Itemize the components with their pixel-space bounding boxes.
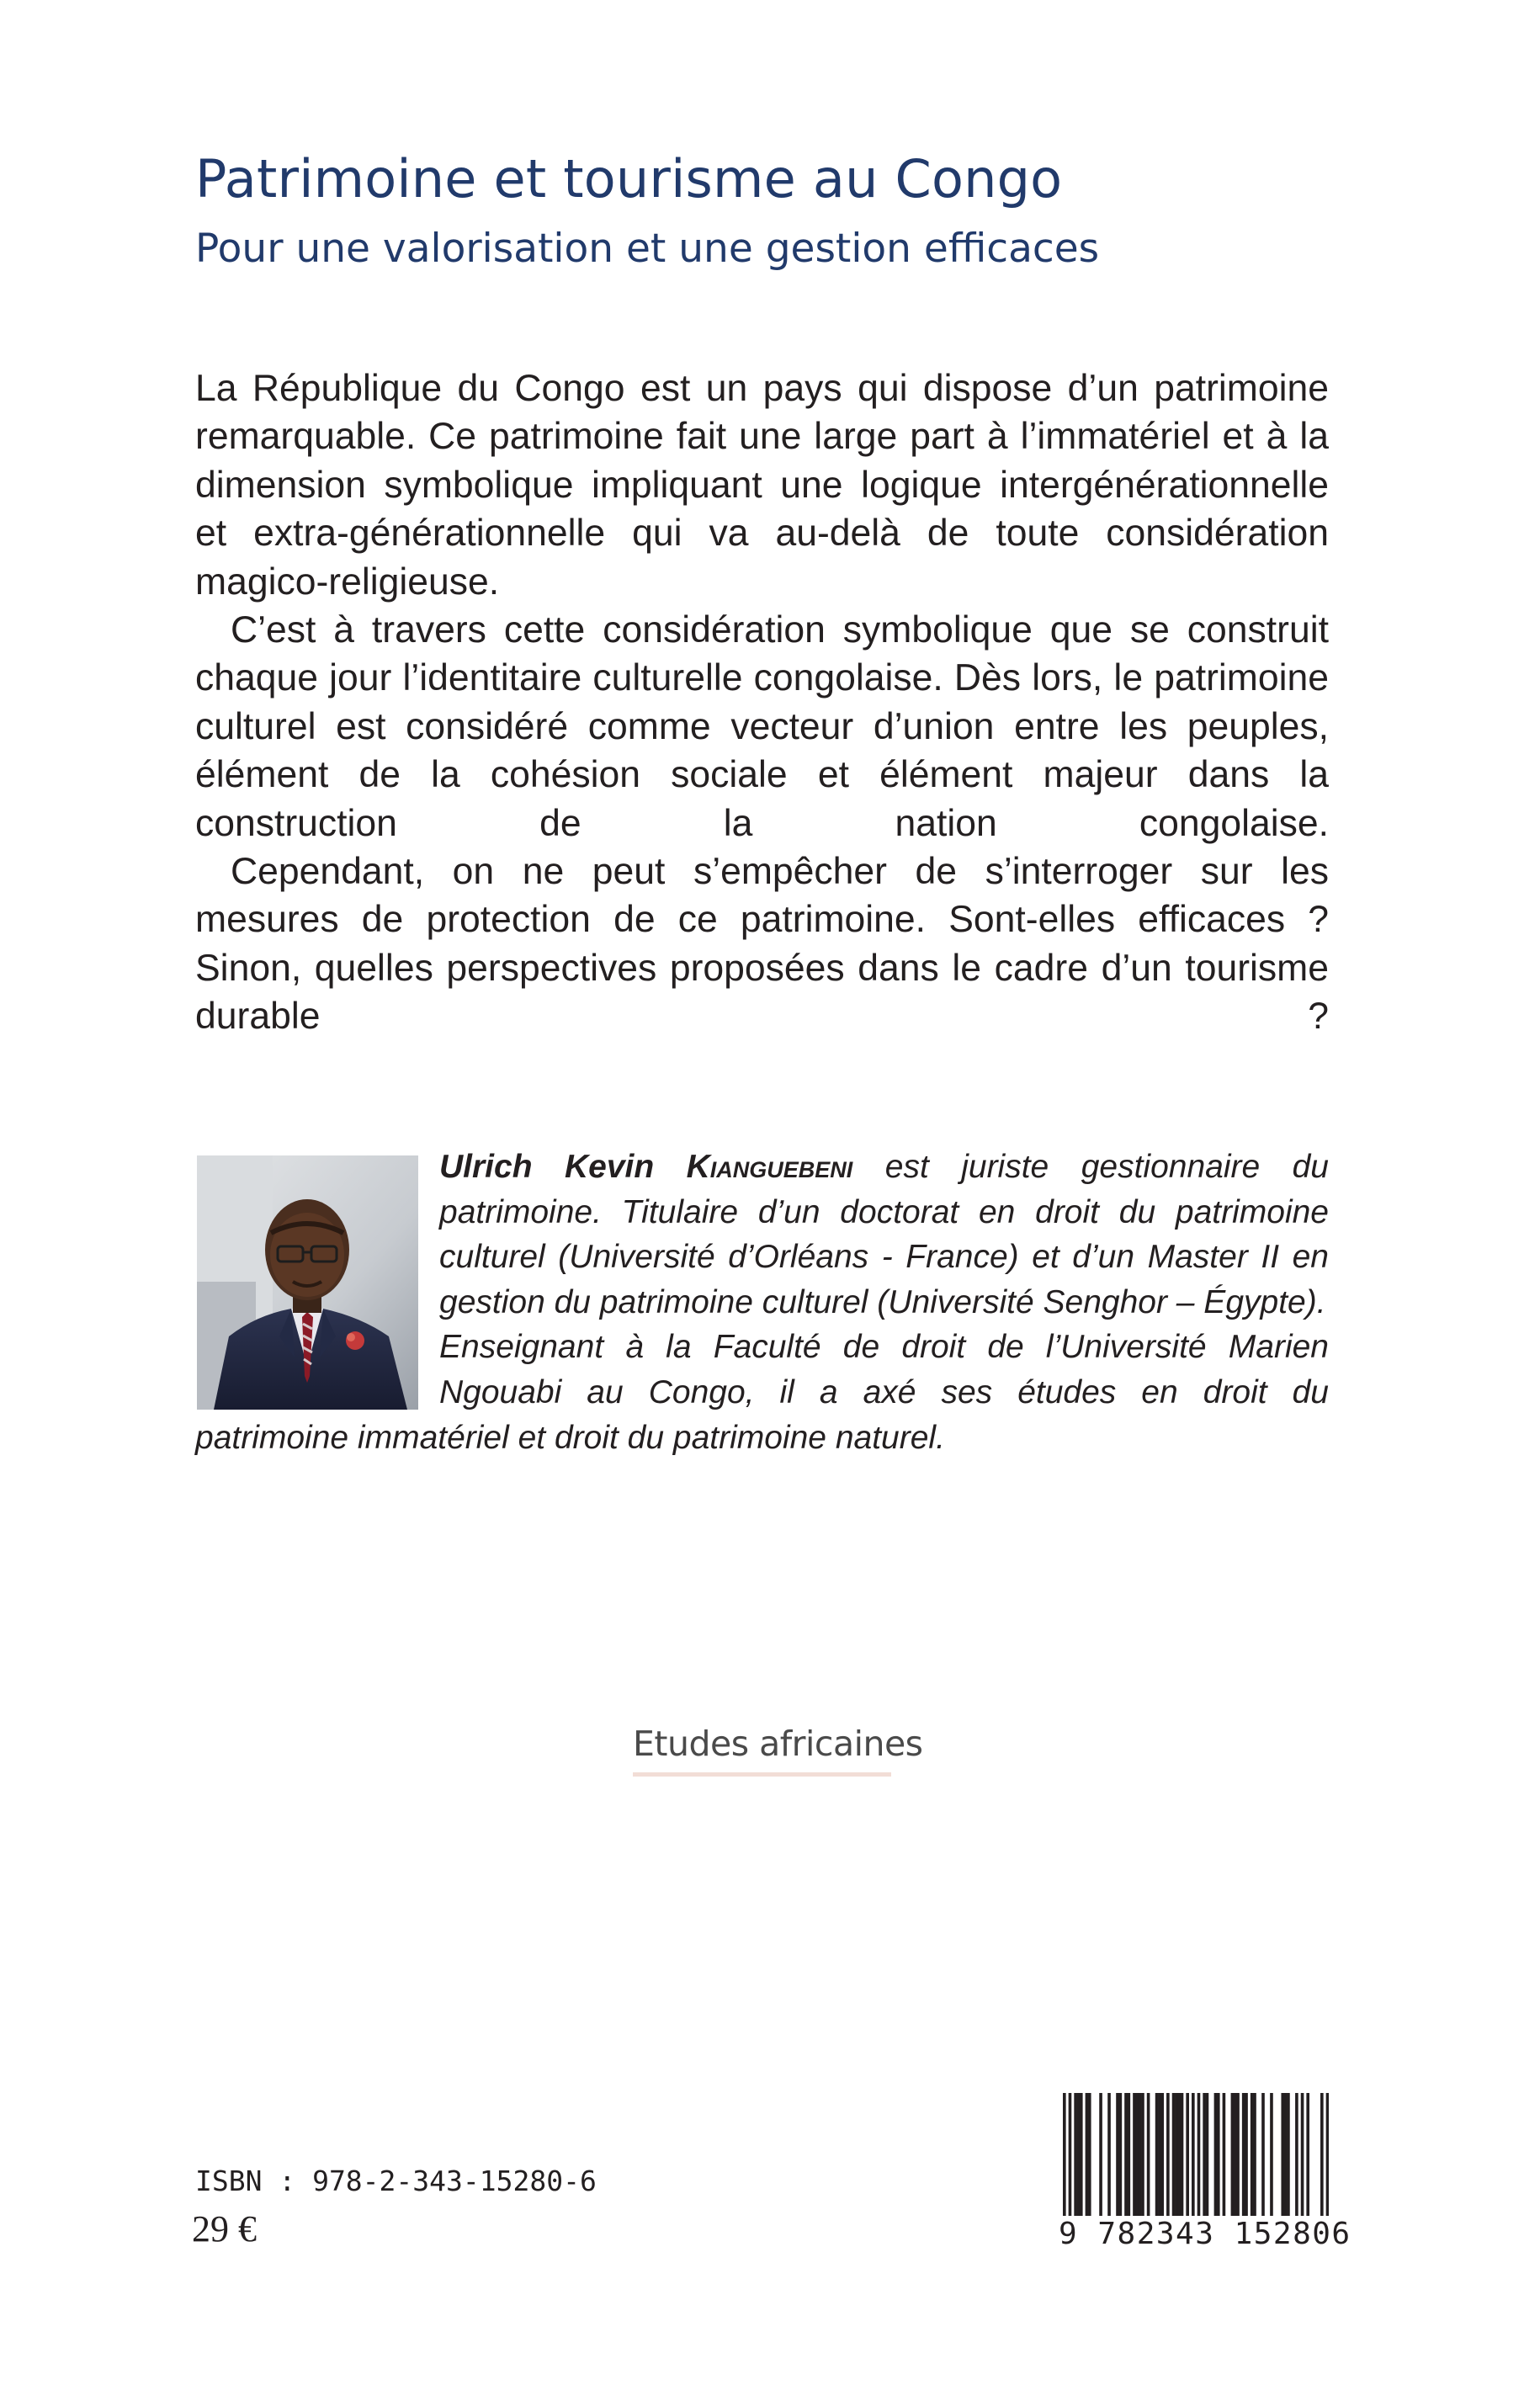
barcode-bar	[1242, 2093, 1245, 2216]
price: 29 €	[192, 2208, 257, 2250]
barcode-bar	[1223, 2093, 1226, 2216]
barcode-bar	[1284, 2093, 1288, 2216]
barcode-bar	[1077, 2093, 1081, 2216]
barcode-bar	[1158, 2093, 1161, 2216]
barcode-bar	[1107, 2093, 1111, 2216]
barcode-bar	[1119, 2093, 1123, 2216]
barcode-bar	[1261, 2093, 1265, 2216]
barcode-bar	[1141, 2093, 1144, 2216]
author-first-names: Ulrich Kevin	[439, 1149, 655, 1185]
isbn: ISBN : 978-2-343-15280-6	[195, 2165, 597, 2197]
barcode-bar	[1217, 2093, 1220, 2216]
barcode-bar	[1124, 2093, 1128, 2216]
barcode-bar	[1306, 2093, 1309, 2216]
barcode-bar	[1203, 2093, 1206, 2216]
barcode-bar	[1281, 2093, 1284, 2216]
barcode-bar	[1214, 2093, 1218, 2216]
barcode-bar	[1295, 2093, 1298, 2216]
barcode-bar	[1116, 2093, 1119, 2216]
barcode-bar	[1175, 2093, 1178, 2216]
barcode-digits: 9 782343 152806	[1059, 2217, 1351, 2251]
blurb-paragraph-3: Cependant, on ne peut s’empêcher de s’interroger sur les mesures de protection de ce patrimoine. Sont-elles efficaces ? Sinon, quelles perspectives proposées dans le cadre d’un tourisme durable ?	[195, 851, 1329, 1038]
barcode-bar	[1177, 2093, 1181, 2216]
bio-text-1: est juriste gestionnaire du patrimoine. Titulaire d’un doctorat en droit du patrimoine culturel (Université d’Orléans - France) et d’un Master II en gestion du patrimoine culturel (Université Senghor – Égypte).	[439, 1149, 1329, 1320]
barcode-bar	[1287, 2093, 1290, 2216]
barcode-bar	[1181, 2093, 1184, 2216]
series-underline	[633, 1772, 891, 1777]
barcode-bar	[1128, 2093, 1131, 2216]
blurb-paragraph-1: La République du Congo est un pays qui dispose d’un patrimoine remarquable. Ce patrimoine fait une large part à l’immatériel et à la dimension symbolique impliquant une logique intergénérationnelle et extra-générationnelle qui va au-delà de toute considération magico-religieuse.	[195, 368, 1329, 603]
barcode-bar	[1172, 2093, 1176, 2216]
barcode-bar	[1086, 2093, 1089, 2216]
series-name: Etudes africaines	[633, 1724, 923, 1764]
barcode-bar	[1231, 2093, 1235, 2216]
barcode-bar	[1135, 2093, 1139, 2216]
barcode-bar	[1245, 2093, 1248, 2216]
barcode-bar	[1236, 2093, 1240, 2216]
barcode-bar	[1186, 2093, 1189, 2216]
barcode-bar	[1088, 2093, 1091, 2216]
barcode-bar	[1206, 2093, 1209, 2216]
author-surname: Kianguebeni	[686, 1149, 853, 1185]
barcode-bar	[1234, 2093, 1237, 2216]
book-subtitle: Pour une valorisation et une gestion efficaces	[195, 226, 1100, 272]
barcode-bar	[1155, 2093, 1159, 2216]
barcode-bar	[1080, 2093, 1083, 2216]
barcode-bar	[1139, 2093, 1142, 2216]
book-title: Patrimoine et tourisme au Congo	[195, 148, 1063, 210]
barcode-bar	[1301, 2093, 1304, 2216]
blurb	[195, 364, 1329, 1041]
barcode-bar	[1099, 2093, 1102, 2216]
barcode-bar	[1270, 2093, 1273, 2216]
author-bio	[195, 1145, 1329, 1460]
barcode-bar	[1074, 2093, 1077, 2216]
blurb-paragraph-2: C’est à travers cette considération symbolique que se construit chaque jour l’identitaire culturelle congolaise. Dès lors, le patrimoine culturel est considéré comme vecteur d’union entre les peuples, élément de la cohésion sociale et élément majeur dans la construction de la nation congolaise.	[195, 609, 1329, 844]
barcode-bar	[1133, 2093, 1136, 2216]
bio-paragraph-2: Enseignant à la Faculté de droit de l’Université Marien Ngouabi au Congo, il a axé ses études en droit du patrimoine immatériel et droit du patrimoine naturel.	[195, 1329, 1329, 1456]
photo-spacer	[195, 1145, 439, 1414]
barcode-bar	[1160, 2093, 1164, 2216]
barcode-bar	[1147, 2093, 1150, 2216]
barcode-bar	[1253, 2093, 1256, 2216]
barcode-bar	[1166, 2093, 1170, 2216]
barcode-bar	[1251, 2093, 1254, 2216]
